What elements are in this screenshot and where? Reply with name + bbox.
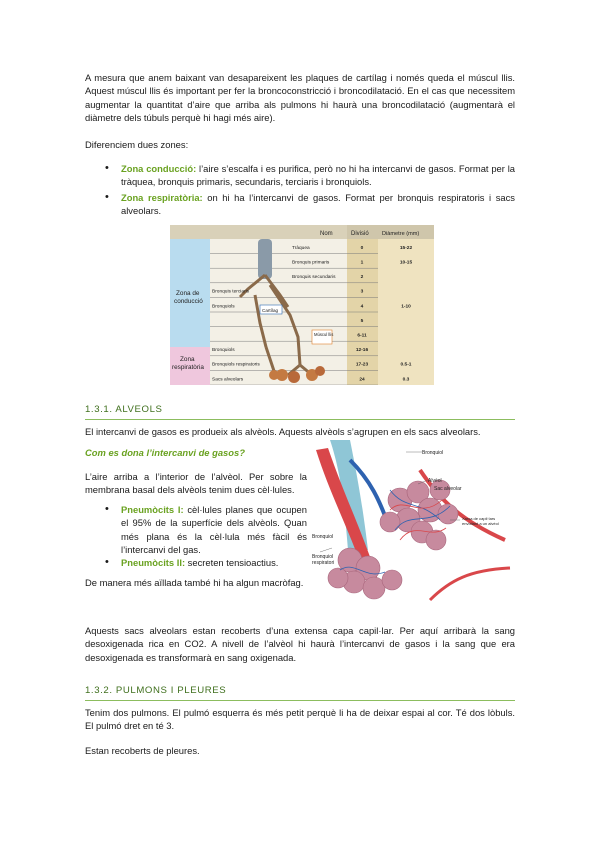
list-item xyxy=(121,503,307,557)
section-heading-alveols: 1.3.1. ALVEOLS xyxy=(85,404,515,420)
fig-label-alveol: Alvèol xyxy=(428,478,442,484)
zone-label: Zona conducció: xyxy=(121,163,197,174)
table-row-division: 24 xyxy=(359,377,365,383)
fig-label-sac: Sac alveolar xyxy=(434,486,462,492)
table-row-division: 17-23 xyxy=(355,362,369,368)
table-row-division: 5 xyxy=(360,318,364,324)
table-row-division: 2 xyxy=(360,275,364,281)
fig-label-bronq-resp: Bronquiol respiratori xyxy=(312,554,335,566)
section-heading-pulmons: 1.3.2. PULMONS I PLEURES xyxy=(85,685,515,701)
alveoli-illustration xyxy=(310,440,515,608)
pulmons-paragraph-2: Estan recoberts de pleures. xyxy=(85,745,200,756)
table-row-name: Bronquiols xyxy=(212,304,235,310)
table-row-division: 0 xyxy=(360,245,364,251)
intro-paragraph: A mesura que anem baixant van desapareixent les plaques de cartílag i només queda el múscul llis. Aquest múscul llis és important per fer la broncoconstricció i broncodilatació. En el cas que necessitem augmentar la quantitat d’aire que arriba als pulmons hi haurà una broncodilatació (augmentarà el diàmetre dels túbuls perquè hi hagi més aire). xyxy=(85,72,515,124)
table-row-division: 6-11 xyxy=(357,333,367,339)
alveols-paragraph-4: Aquests sacs alveolars estan recoberts d’una extensa capa capil·lar. Per aquí arribarà la sang desoxigenada rica en CO2. A nivell de l’alvèol hi haurà l’intercanvi de gasos i la sang que era desoxigenada es transformarà en sang oxigenada. xyxy=(85,625,515,663)
pulmons-paragraph-1: Tenim dos pulmons. El pulmó esquerra és més petit perquè li ha de deixar espai al cor. Té dos lòbuls. El pulmó dret en té 3. xyxy=(85,707,515,732)
fig-label-bronquiol-2: Bronquiol xyxy=(312,534,334,540)
zones-list xyxy=(85,162,515,220)
callout-cartilag: Cartílag xyxy=(262,308,279,313)
alveols-question: Com es dona l’intercanvi de gasos? xyxy=(85,447,245,458)
alveols-text-block xyxy=(85,470,307,589)
fig-label-bronquiol: Bronquiol xyxy=(422,450,444,456)
airway-table xyxy=(170,225,434,385)
zone-label: Zona respiratòria: xyxy=(121,191,203,203)
table-row-name: Bronquiols respiratoris xyxy=(212,362,260,368)
cell-text: secreten tensioactius. xyxy=(185,557,279,569)
alveols-paragraph-3: De manera més aïllada també hi ha algun macròfag. xyxy=(85,576,304,588)
cell-label: Pneumòcits II: xyxy=(121,557,186,569)
cell-text: cèl·lules planes que ocupen el 95% de la superfície dels alvèols. Quan més plana és la cèl·lula més fàcil és l’intercanvi del gas. xyxy=(121,503,307,556)
table-diameter: 0.3 xyxy=(402,377,410,383)
header-divisio: Divisió xyxy=(351,231,369,237)
zone-text: on hi ha l’intercanvi de gasos. Format per bronquis respiratoris i sacs alveolars. xyxy=(121,191,515,217)
list-item xyxy=(121,556,307,569)
table-diameter: 15-22 xyxy=(399,245,413,251)
table-row-division: 3 xyxy=(360,289,364,295)
zones-intro: Diferenciem dues zones: xyxy=(85,139,189,150)
list-item xyxy=(121,191,515,218)
cell-label: Pneumòcits I: xyxy=(121,503,184,515)
alveols-paragraph-1: El intercanvi de gasos es produeix als alvèols. Aquests alvèols s’agrupen en els sacs alveolars. xyxy=(85,426,481,437)
pneumocytes-list xyxy=(85,503,307,570)
table-row-name: Bronquis primaris xyxy=(292,260,330,266)
table-row-name: Bronquiols xyxy=(212,348,235,354)
header-diametre: Diàmetre (mm) xyxy=(382,231,420,237)
callout-muscul: Múscul llis xyxy=(314,332,334,337)
zone-respiratory-label: Zona respiratòria xyxy=(172,356,204,371)
table-row-division: 12-16 xyxy=(355,348,369,354)
header-nom: Nom xyxy=(320,231,333,237)
zone-text: l’aire s’escalfa i es purifica, però no hi ha intercanvi de gasos. Format per la tràquea, bronquis primaris, secundaris, terciaris i bronquiols. xyxy=(121,163,515,188)
table-diameter: 10-15 xyxy=(399,260,413,266)
zone-conduction-label: Zona de conducció xyxy=(174,290,203,305)
table-row-name: Tràquea xyxy=(292,245,310,251)
alveols-paragraph-2: L’aire arriba a l’interior de l’alvèol. Per sobre la membrana basal dels alvèols tenim dues cèl·lules. xyxy=(85,471,307,496)
table-diameter: 0.5-1 xyxy=(400,362,412,368)
table-diameter: 1-10 xyxy=(401,304,411,310)
table-row-division: 1 xyxy=(360,260,364,266)
table-row-division: 4 xyxy=(360,304,364,310)
table-row-name: Bronquis terciaris xyxy=(212,289,250,295)
table-row-name: Bronquis secundaris xyxy=(292,275,336,281)
list-item xyxy=(121,162,515,189)
table-row-name: Sacs alveolars xyxy=(212,377,244,383)
fig-label-xarxa: Xarxa de capil·lars envoltant a un alvèol xyxy=(462,516,499,526)
